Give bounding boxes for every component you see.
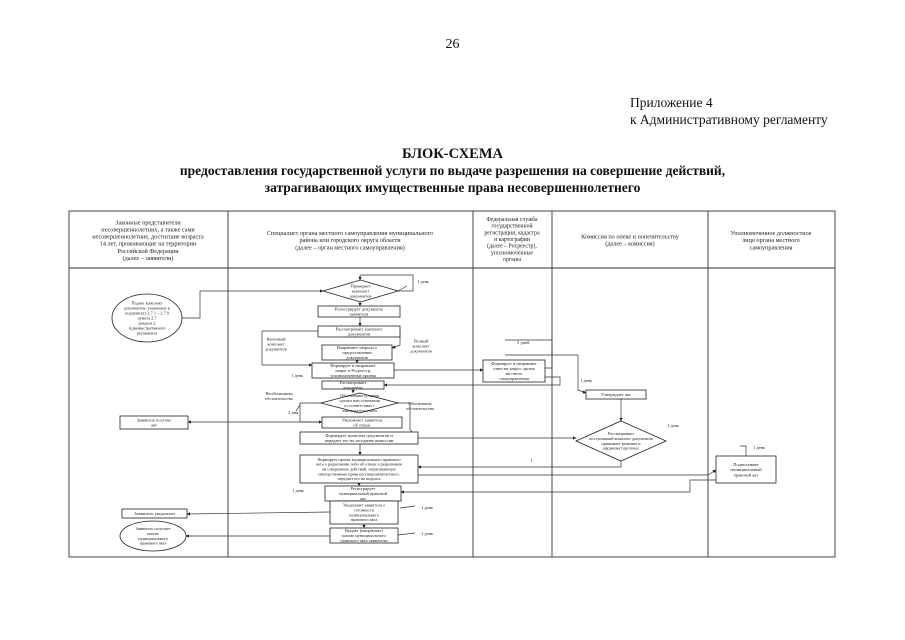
column-header-3-text: государственной — [491, 223, 533, 230]
box-register-text: Регистрирует документы — [335, 306, 383, 312]
box-register-act-text: Регистрирует — [350, 486, 376, 492]
column-header-3-text: (далее – Росреестр), — [487, 243, 537, 250]
box-submit-docs-text: раздела 2 — [138, 320, 156, 326]
label-incomplete-text: комплект — [267, 341, 285, 347]
box-approve-act-text: Утверждает акт — [600, 392, 632, 398]
column-header-3-text: уполномоченные — [490, 250, 534, 257]
column-header-5-text: самоуправления — [749, 244, 793, 252]
column-header-1-text: Законные представители — [115, 219, 181, 227]
box-check-docs-text: Рассматривает — [339, 380, 367, 386]
box-draft-act-text: акта о разрешении либо об отказе в разрешении — [316, 461, 402, 467]
label-5-days-request: 5 дней — [517, 340, 530, 345]
column-header-1-text: 14 лет, проживающие на территории — [99, 240, 197, 248]
box-form-request-text: запрос в Росреестр, — [335, 368, 371, 374]
column-header-2-text: района или городского округа области — [299, 237, 401, 245]
column-header-5-text: лицо органа местного — [742, 237, 800, 245]
box-reasons-text: законодательством — [342, 407, 377, 413]
connector-line — [616, 399, 621, 421]
box-gets-act-text: Заявитель получает — [135, 526, 171, 532]
box-notify-refusal-text: об отказе — [353, 422, 371, 428]
box-register-text: заявителя — [349, 311, 369, 317]
box-request-text: документов — [346, 354, 368, 360]
box-sign-act-text: правовой акт — [733, 472, 759, 478]
label-1-day-sign: 1 день — [753, 445, 766, 450]
connectors — [182, 275, 746, 539]
box-notify-refusal-text: Уведомляет заявителя — [341, 417, 383, 423]
box-review-text: документов — [347, 331, 371, 337]
appendix-line-1: Приложение 4 — [630, 95, 713, 110]
box-form-send-text: Формирует и направляет — [491, 361, 537, 367]
box-draft-act-text: имущественные права несовершеннолетнего, — [318, 471, 400, 477]
column-header-5-text: Уполномоченное должностное — [730, 230, 812, 238]
label-justified-text: обстоятельства — [406, 405, 434, 411]
box-issue-text: правового акта заявителю — [340, 537, 388, 543]
label-1-day-issue: 1 день — [421, 531, 434, 536]
column-header-1-text: несовершеннолетние, достигшие возраста — [92, 233, 204, 241]
box-gets-act-text: копию — [147, 531, 159, 537]
connector-line — [187, 512, 330, 514]
box-notify-applicant-text: Уведомляет заявителя о — [342, 502, 386, 508]
label-unjustified-text: обстоятельства — [265, 395, 293, 401]
box-notify-applicant-text: муниципального — [349, 512, 379, 518]
connector-line — [740, 446, 746, 456]
box-submit-docs-text: Подает комплект — [131, 300, 163, 306]
connector-line — [401, 480, 716, 492]
box-form-send-text: самоуправления — [499, 375, 529, 381]
subtitle-line-1: предоставления государственной услуги по выдаче разрешения на совершение действий, — [179, 163, 726, 178]
connector-line — [398, 533, 415, 535]
box-draft-act-text: передает его на подпись — [337, 476, 381, 482]
column-header-3-text: Федеральная служба — [486, 217, 538, 224]
label-one: 1 — [530, 458, 533, 463]
box-issue-text: копию муниципального — [342, 533, 386, 539]
box-commission-text: принимает решение и — [601, 440, 641, 446]
swimlane-grid — [69, 211, 835, 557]
label-1-day-notify: 1 день — [421, 505, 434, 510]
box-reasons-text: в соответствии с — [344, 402, 375, 408]
box-draft-act-text: на совершение действий, затрагивающих — [322, 466, 396, 472]
subtitle-line-2: затрагивающих имущественные права несовершеннолетнего — [264, 180, 641, 195]
box-submit-docs-text: документов, указанных в — [124, 305, 170, 311]
text-layer — [92, 216, 812, 546]
box-submit-docs-text: Административного — [128, 325, 166, 331]
label-2-days: 2 дня — [288, 410, 299, 415]
box-check-docs-text: документы — [342, 384, 364, 390]
box-commission-text: оформляет протокол — [602, 445, 640, 451]
connector-line — [418, 470, 716, 475]
box-submit-docs-text: пункта 2.7 — [137, 315, 157, 321]
appendix-line-2: к Административному регламенту — [630, 112, 828, 127]
label-1-day-commission: 1 день — [667, 423, 680, 428]
box-notify-applicant-text: правового акта — [350, 517, 378, 523]
box-commission-text: поступивший комплект документов — [589, 436, 653, 442]
shapes-layer — [112, 280, 776, 551]
box-draft-act-text: Формирует проект муниципального правового — [317, 456, 401, 462]
box-sign-act-text: муниципальный — [730, 467, 762, 473]
box-gets-refusal-text: акт — [151, 422, 157, 428]
connector-line — [300, 403, 322, 422]
label-1-day-check: 1 день — [417, 279, 430, 284]
box-review-text: Рассматривает комплект — [335, 326, 383, 332]
column-header-3-text: органы — [503, 257, 521, 264]
box-check-text: документов — [349, 293, 372, 299]
label-complete-text: Полный — [413, 338, 429, 344]
column-header-1-text: (далее – заявители) — [122, 254, 174, 262]
label-complete-text: документов — [410, 348, 432, 354]
box-issue-text: Выдает (направляет) — [345, 528, 383, 534]
box-form-request-text: Формирует и направляет — [330, 363, 376, 369]
page-number: 26 — [445, 37, 460, 52]
box-gets-act-text: правового акта — [139, 540, 167, 546]
box-form-request-text: уполномоченные органы — [330, 372, 376, 378]
column-header-1-text: Российской Федерации — [117, 247, 179, 255]
box-reasons-text: Обоснованы условия — [340, 393, 379, 399]
label-1-day-form: 1 день — [291, 373, 304, 378]
box-notify-applicant-text: готовности — [354, 507, 374, 513]
box-commission-text: Рассматривает — [608, 431, 634, 437]
box-register-act-text: муниципальный правовой — [339, 491, 387, 497]
label-1-day-register: 1 день — [292, 488, 305, 493]
column-header-3-text: и картографии — [494, 237, 530, 244]
flowchart-title: БЛОК-СХЕМА — [401, 146, 504, 162]
box-gets-act-text: муниципального — [138, 535, 168, 541]
box-form-package-text: передает его на заседание комиссии — [324, 438, 394, 444]
box-sign-act-text: Подписывает — [733, 461, 759, 467]
label-incomplete-text: Неполный — [266, 336, 286, 342]
box-form-package-text: Формирует комплект документов и — [325, 432, 393, 438]
box-request-text: Направляет запросы о — [336, 345, 378, 351]
box-notified-text: Заявитель уведомлен — [134, 511, 175, 517]
box-gets-refusal-text: Заявитель получил — [136, 417, 172, 423]
box-form-send-text: ответ на запрос органа — [493, 366, 535, 372]
column-header-4-text: Комиссия по опеке и попечительству — [581, 233, 679, 241]
box-submit-docs-text: регламента — [136, 330, 158, 336]
box-submit-docs-text: подпунктах 2.7.1 – 2.7.9 — [125, 310, 169, 316]
label-1-day-approve: 1 день — [580, 378, 593, 383]
box-check-text: комплект — [351, 288, 370, 294]
box-register-act-text: акт — [360, 495, 366, 501]
connector-line — [182, 291, 323, 318]
box-check-text: Проверяет — [350, 283, 371, 289]
connector-line — [400, 506, 415, 508]
column-header-4-text: (далее – комиссия) — [605, 240, 655, 248]
label-incomplete-text: документов — [265, 346, 287, 352]
column-header-2-text: Специалист органа местного самоуправления муниципального — [266, 230, 434, 238]
box-form-send-text: местного — [505, 370, 523, 376]
box-reasons-text: сделки или основания — [339, 398, 380, 404]
box-request-text: предоставлении — [342, 350, 372, 356]
column-header-2-text: (далее – орган местного самоуправления) — [295, 244, 405, 252]
label-unjustified-text: Необоснованы — [265, 391, 293, 397]
label-complete-text: комплект — [412, 343, 430, 349]
label-justified-text: Обоснованы — [408, 401, 432, 407]
column-header-1-text: несовершеннолетних, а также сами — [101, 226, 195, 234]
connector-line — [398, 286, 407, 291]
column-header-3-text: регистрации, кадастра — [484, 230, 540, 237]
connector-line — [418, 461, 621, 467]
